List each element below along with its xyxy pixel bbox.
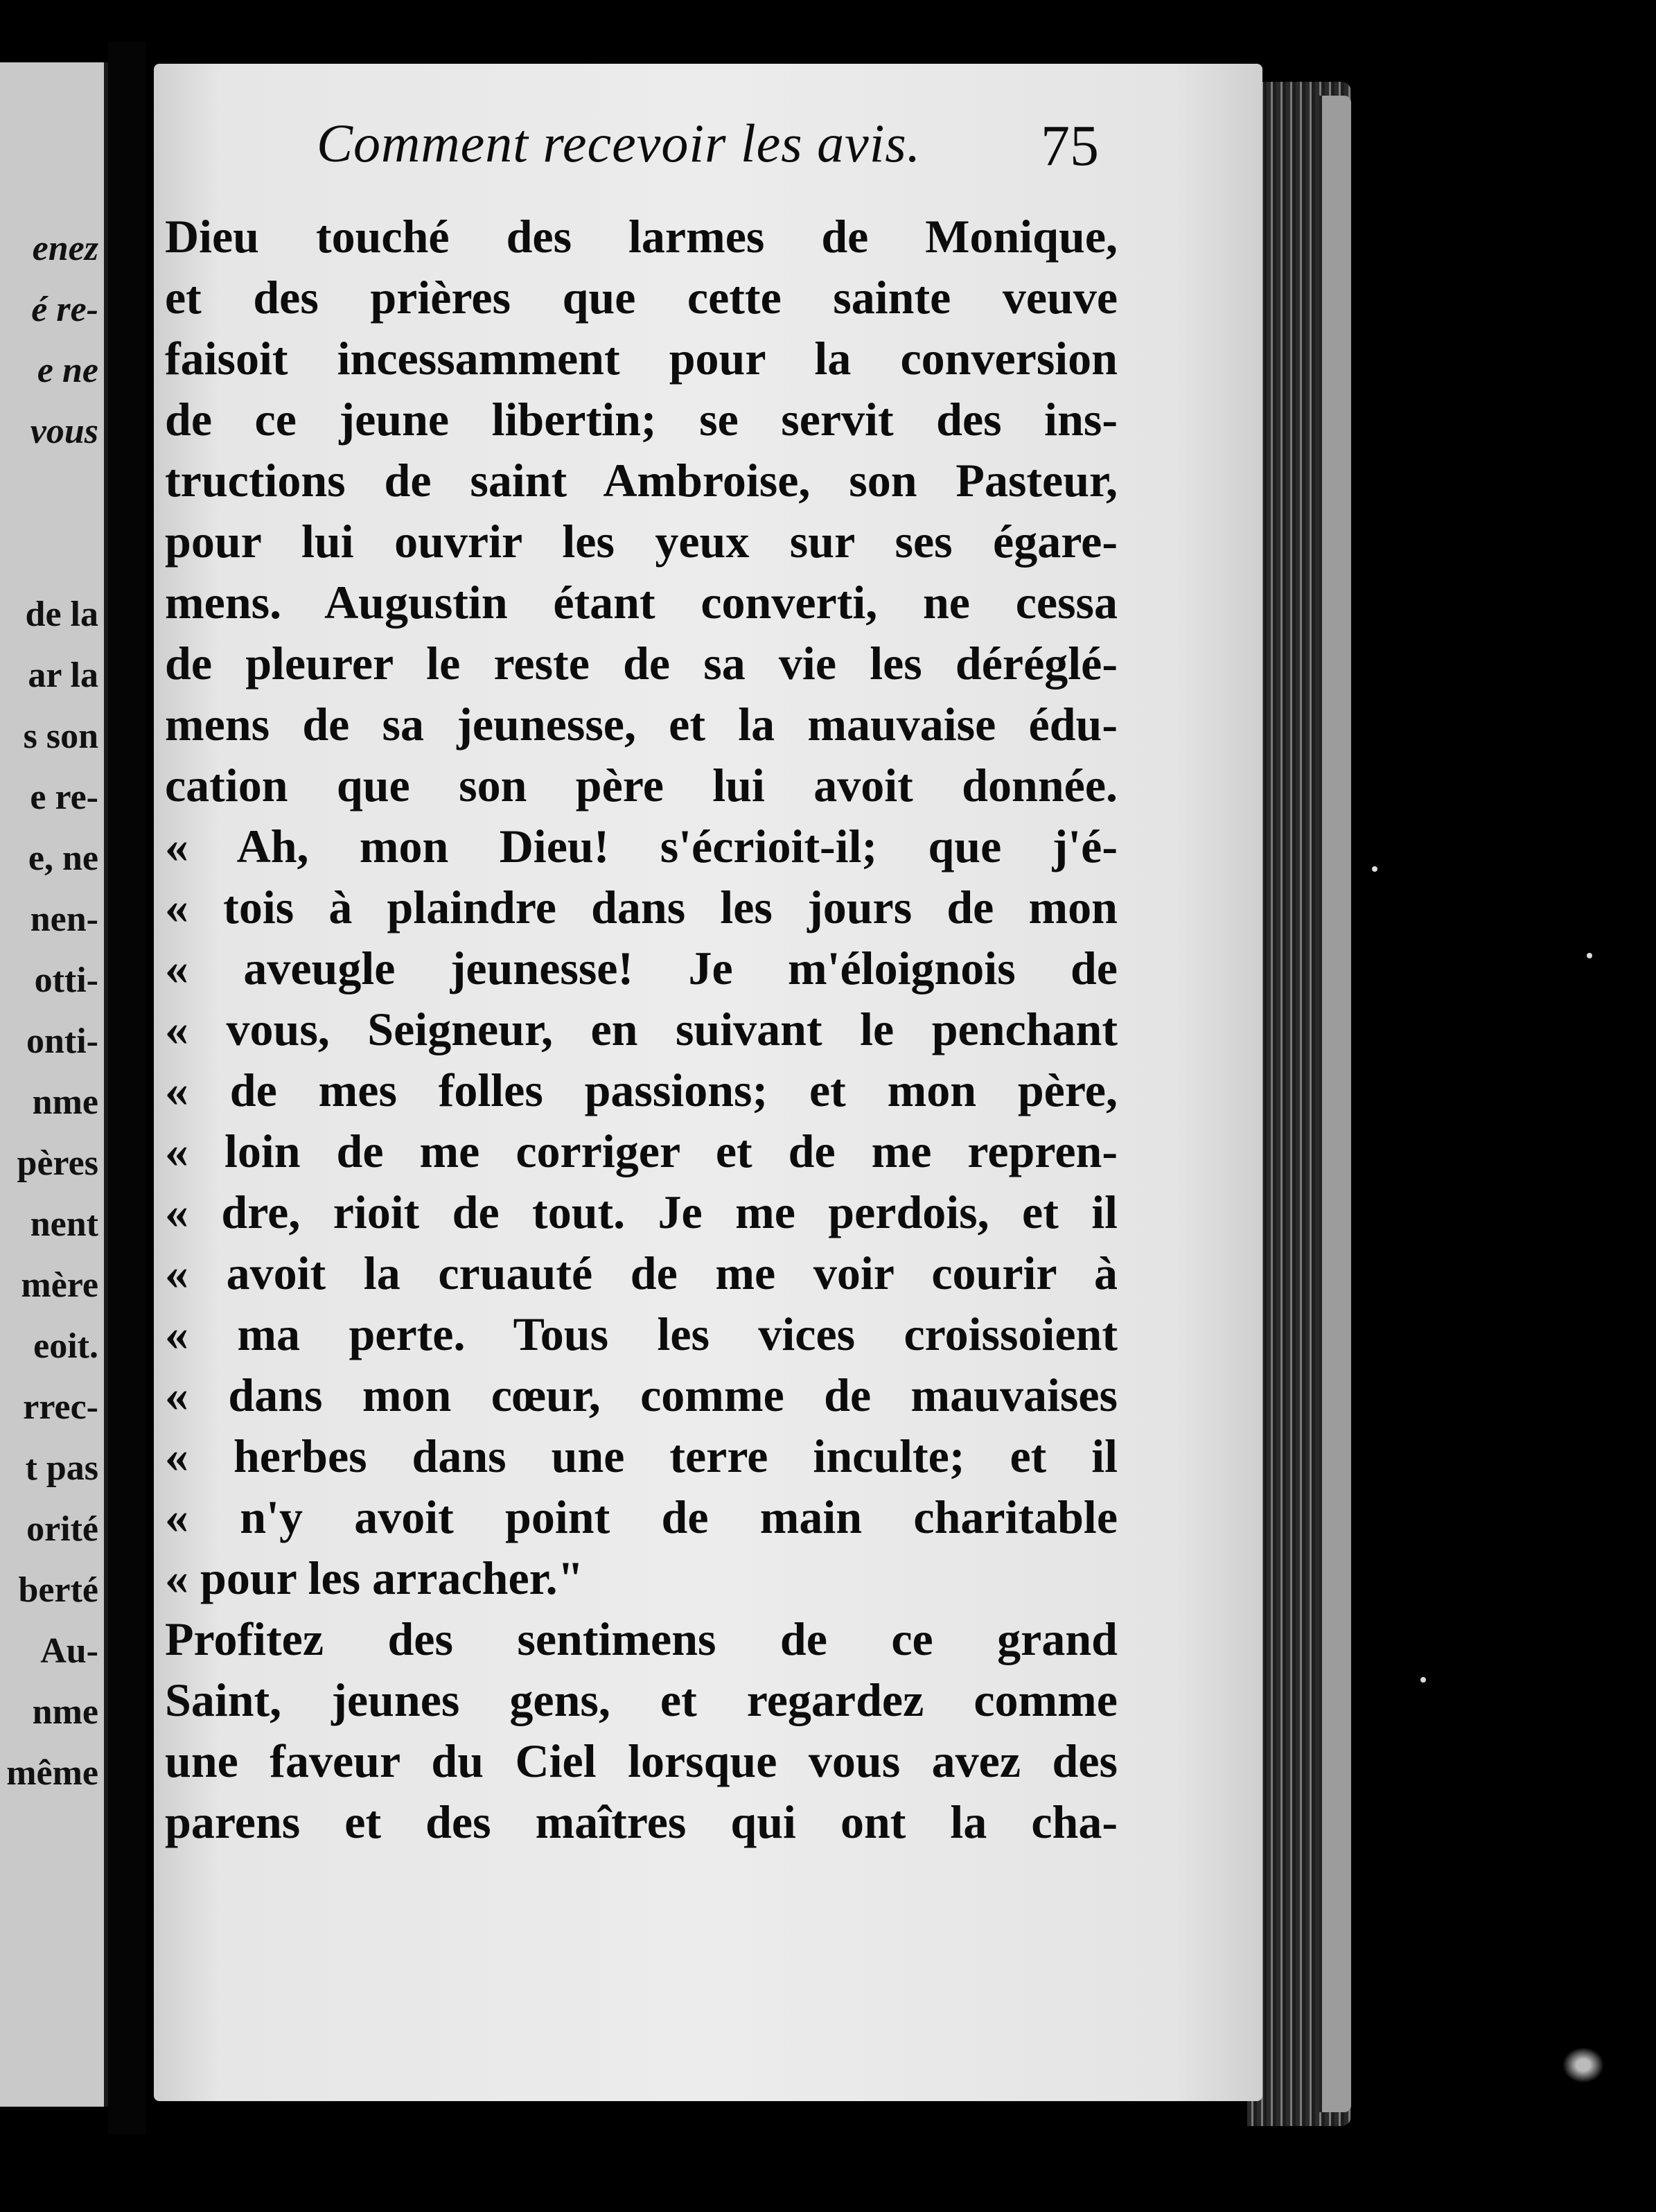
text-line: et des prières que cette sainte veuve [165,271,1118,324]
left-page-line-fragment: orité [26,1509,98,1549]
text-line: tructions de saint Ambroise, son Pasteur, [165,454,1118,507]
text-line: « tois à plaindre dans les jours de mon [165,881,1118,933]
left-page-line-fragment: otti- [34,960,98,1000]
page-header [154,112,1262,188]
text-line: mens de sa jeunesse, et la mauvaise édu- [165,698,1118,750]
text-line: « n'y avoit point de main charitable [165,1491,1118,1543]
left-page-line-fragment: même [6,1753,98,1793]
previous-page-fragment [0,62,108,2107]
text-line: « aveugle jeunesse! Je m'éloignois de [165,942,1118,994]
text-line: « de mes folles passions; et mon père, [165,1064,1118,1116]
text-line: « dans mon cœur, comme de mauvaises [165,1369,1118,1421]
text-line: de pleurer le reste de sa vie les déréglé- [165,637,1118,690]
text-line: une faveur du Ciel lorsque vous avez des [165,1735,1118,1787]
left-page-line-fragment: nme [32,1692,98,1732]
left-page-line-fragment: nme [32,1082,98,1122]
text-line: pour lui ouvrir les yeux sur ses égare- [165,515,1118,568]
left-page-line-fragment: s son [23,717,98,756]
left-page-line-fragment: e ne [37,351,98,390]
text-line: mens. Augustin étant converti, ne cessa [165,576,1118,629]
left-page-line-fragment: e, ne [28,839,98,878]
page-edges [1247,82,1351,2126]
text-line: « loin de me corriger et de me repren- [165,1125,1118,1177]
left-page-line-fragment: de la [25,595,98,634]
left-page-line-fragment: enez [32,229,98,268]
text-line: « Ah, mon Dieu! s'écrioit-il; que j'é- [165,820,1118,872]
book-gutter [108,42,146,2134]
left-page-line-fragment: e re- [30,778,98,817]
left-page-line-fragment: rrec- [23,1387,98,1427]
text-line: Profitez des sentimens de ce grand [165,1613,1118,1665]
text-line: « pour les arracher." [165,1552,584,1604]
book-page [154,64,1262,2101]
left-page-line-fragment: nent [30,1204,98,1244]
left-page-line-fragment: ar la [28,656,98,695]
text-line: « avoit la cruauté de me voir courir à [165,1247,1118,1299]
text-line: « ma perte. Tous les vices croissoient [165,1308,1118,1360]
left-page-line-fragment: é re- [31,290,98,329]
left-page-line-fragment: t pas [25,1448,98,1488]
left-page-line-fragment: eoit. [33,1326,98,1366]
left-page-line-fragment: mère [21,1265,98,1305]
dust-speck [1372,866,1377,872]
left-page-line-fragment: berté [18,1570,98,1610]
dust-speck [1587,953,1592,958]
left-page-line-fragment: nen- [30,899,98,939]
text-line: cation que son père lui avoit donnée. [165,759,1118,811]
left-page-line-fragment: Au- [40,1631,98,1671]
text-line: « vous, Seigneur, en suivant le penchant [165,1003,1118,1055]
text-line: Saint, jeunes gens, et regardez comme [165,1674,1118,1726]
dust-speck [1420,1677,1426,1683]
running-title: Comment recevoir les avis. [317,113,922,173]
dust-speck [1559,2044,1607,2086]
text-line: de ce jeune libertin; se servit des ins- [165,393,1118,446]
text-line: « dre, rioit de tout. Je me perdois, et il [165,1186,1118,1238]
text-line: « herbes dans une terre inculte; et il [165,1430,1118,1482]
text-line: parens et des maîtres qui ont la cha- [165,1796,1118,1848]
left-page-line-fragment: vous [30,412,98,451]
text-line: faisoit incessamment pour la conversion [165,332,1118,385]
page-number: 75 [1041,114,1099,178]
book-cover-edge [1319,96,1351,2112]
left-page-line-fragment: onti- [26,1021,98,1061]
text-line: Dieu touché des larmes de Monique, [165,210,1118,263]
left-page-line-fragment: pères [17,1143,98,1183]
